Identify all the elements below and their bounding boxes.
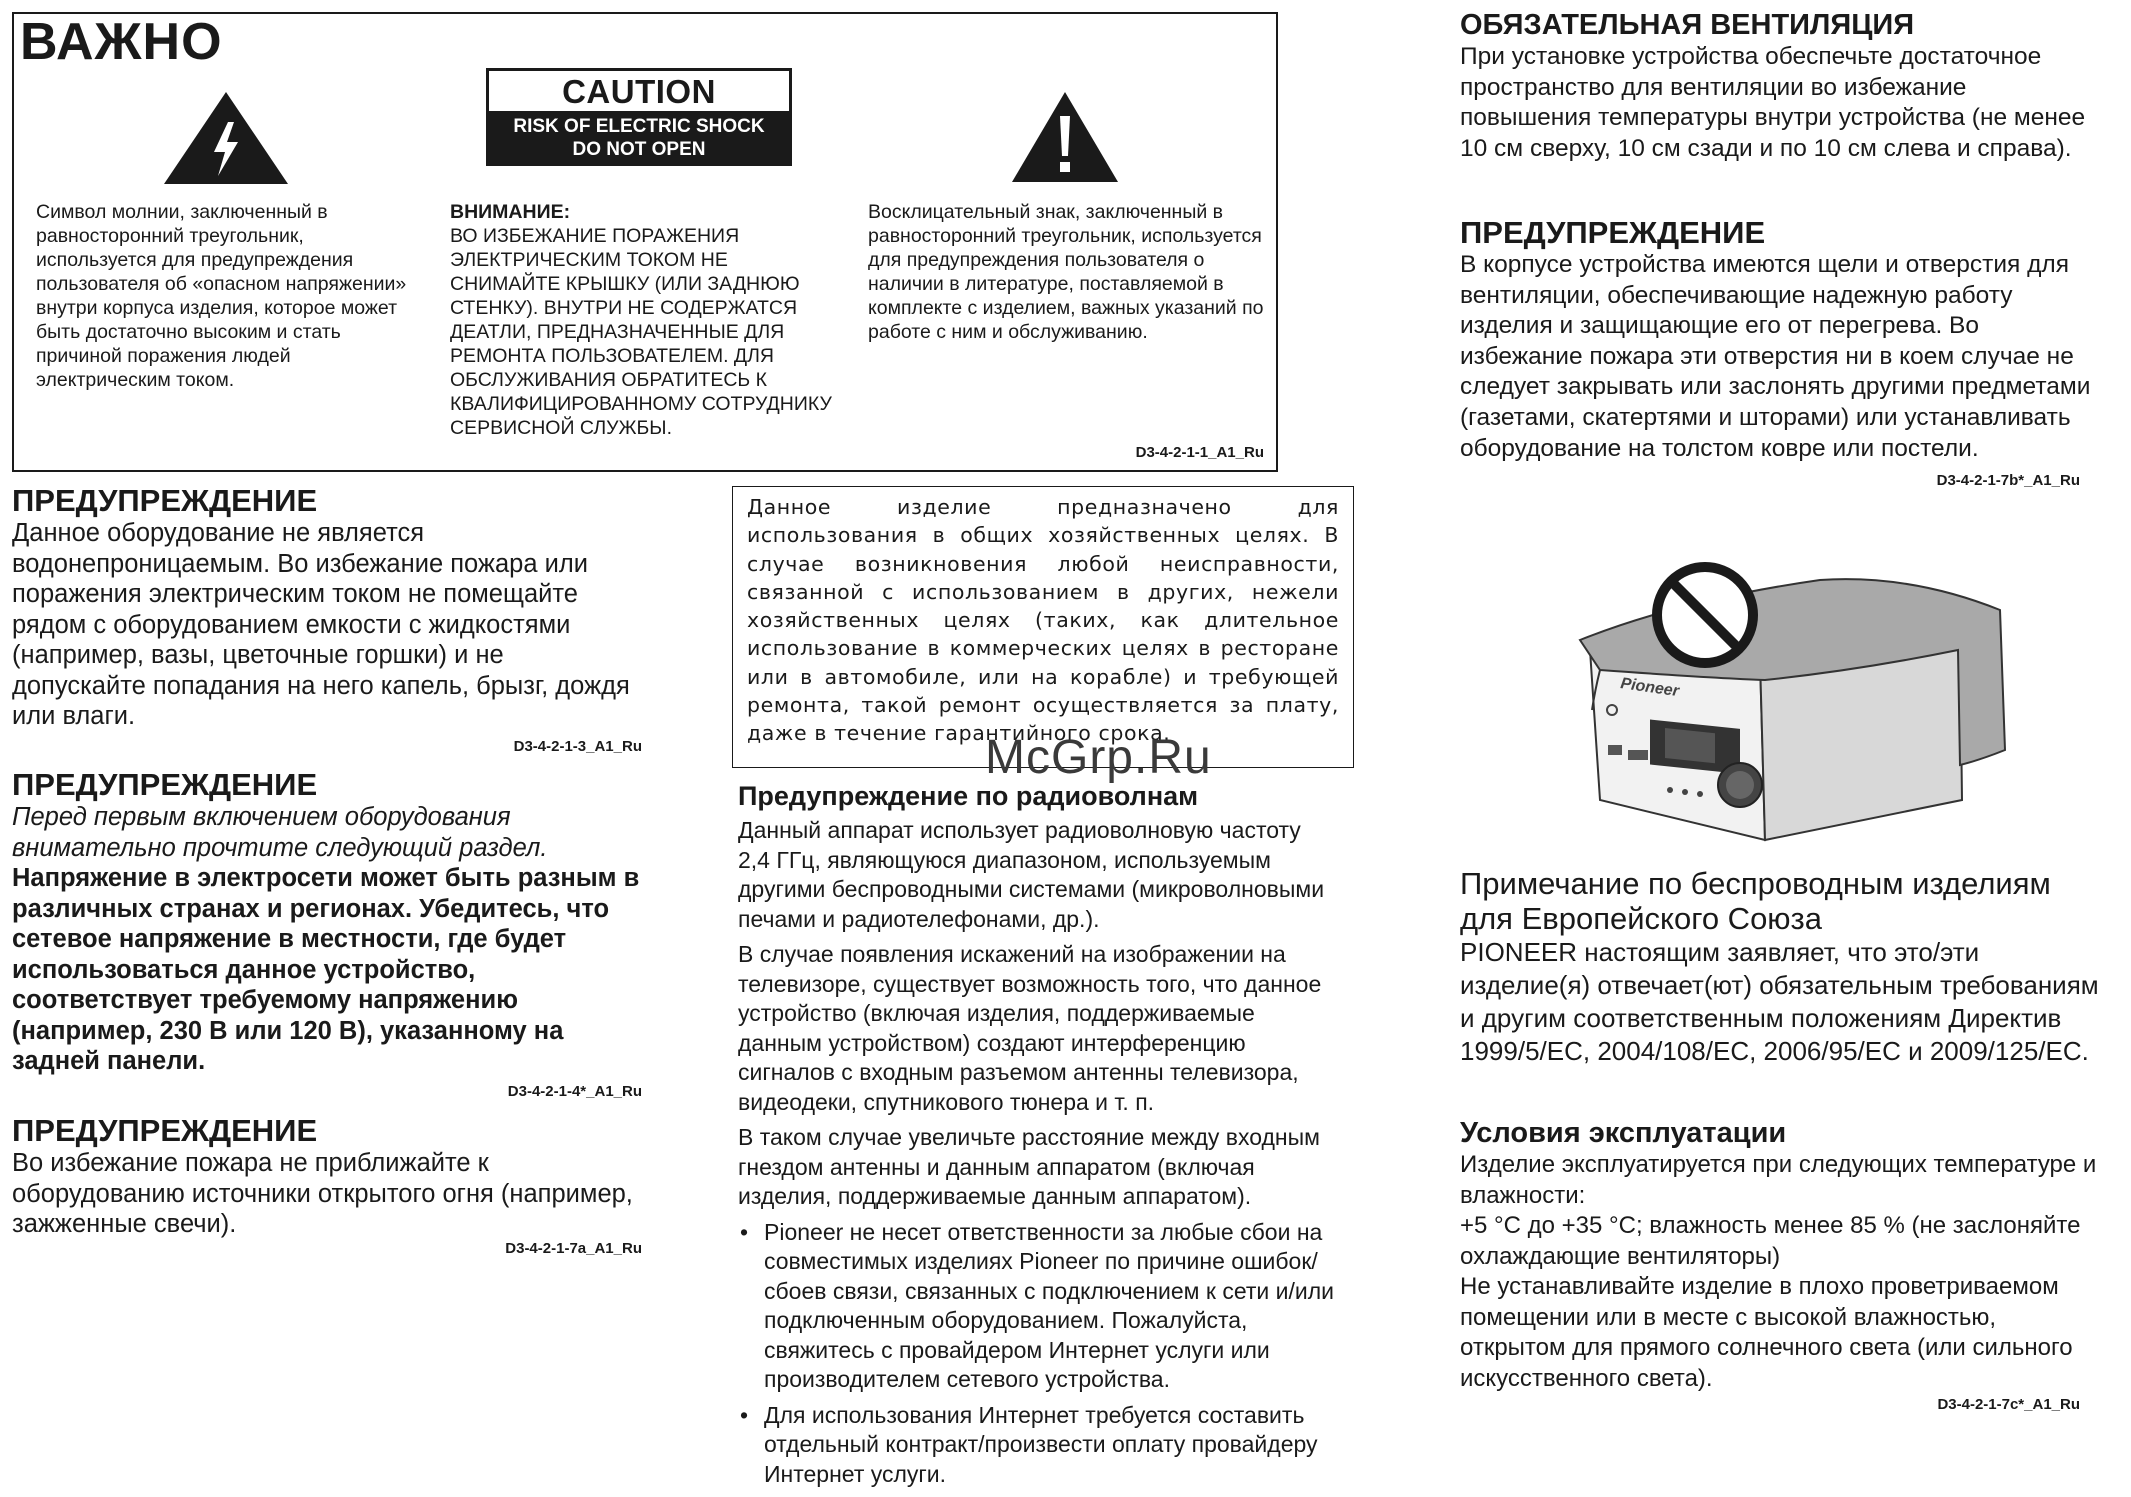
caution-subtitle (489, 111, 789, 166)
household-use-text: Данное изделие предназначено для использования в общих хозяйственных целях. В случае возникновения любой неисправности, связанной с использованием в других, нежели хозяйственных целях (таких, как длительное использование в коммерческих целях в ресторане или в автомобиле, или на корабле) и требующей ремонта, такой ремонт осуществляется за плату, даже в течение гарантийного срока. (747, 495, 1339, 746)
important-code: D3-4-2-1-1_A1_Ru (1135, 444, 1264, 461)
warning-vents (1460, 216, 2100, 489)
eu-wireless-note (1460, 866, 2110, 1068)
caution-title: CAUTION (562, 73, 716, 110)
operating-p2: +5 °C до +35 °C; влажность менее 85 % (не заслоняйте охлаждающие вентиляторы) (1460, 1212, 2081, 1270)
operating-p1: Изделие эксплуатируется при следующих температуре и влажности: (1460, 1151, 2097, 1209)
warning-voltage (12, 768, 642, 1100)
caution-sub-line1: RISK OF ELECTRIC SHOCK (513, 116, 765, 137)
warning-fire (12, 1114, 642, 1257)
caution-sub-line2: DO NOT OPEN (572, 139, 706, 160)
warning-fire-title: ПРЕДУПРЕЖДЕНИЕ (12, 1113, 318, 1148)
warning-water-title: ПРЕДУПРЕЖДЕНИЕ (12, 483, 318, 518)
radio-warning-title: Предупреждение по радиоволнам (738, 781, 1199, 811)
caution-label (486, 68, 792, 166)
radio-warning (738, 780, 1338, 1495)
caution-heading: ВНИМАНИЕ: (450, 201, 571, 223)
radio-bullet-item: • Pioneer не несет ответственности за любые сбои на совместимых изделиях Pioneer по причине ошибок/сбоев связи, связанных с подключением к сети и/или подключенным оборудованием. Пожалуйста, свяжитесь с провайдером Интернет услуги или производителем сетевого устройства. (738, 1218, 1338, 1395)
warning-voltage-code: D3-4-2-1-4*_A1_Ru (507, 1082, 642, 1100)
warning-fire-code: D3-4-2-1-7a_A1_Ru (505, 1239, 642, 1257)
eu-wireless-title: Примечание по беспроводным изделиям для Европейского Союза (1460, 866, 2051, 936)
radio-p3: В таком случае увеличьте расстояние между входным гнездом антенны и данным аппаратом (включая изделия, поддерживаемые данным аппаратом). (738, 1124, 1320, 1209)
warning-voltage-bold: Напряжение в электросети может быть разным в различных странах и регионах. Убедитесь, что сетевое напряжение в местности, где будет использоваться данное устройство, соответствует требуемому напряжению (например, 230 В или 120 В), указанному на задней панели. (12, 864, 640, 1075)
exclamation-symbol-text: Восклицательный знак, заключенный в равносторонний треугольник, используется для предупреждения пользователя о наличии в литературе, поставляемой в комплекте с изделием, важных указаний по работе с ним и обслуживанию. (868, 201, 1264, 343)
radio-bullet-item: • Для использования Интернет требуется составить отдельный контракт/произвести оплату провайдеру Интернет услуги. (738, 1401, 1338, 1490)
caution-text-block (450, 200, 840, 440)
warning-voltage-italic: Перед первым включением оборудования внимательно прочтите следующий раздел. (12, 803, 548, 862)
ventilation-section (1460, 8, 2100, 164)
radio-bullet-list (738, 1218, 1338, 1490)
radio-p2: В случае появления искажений на изображении на телевизоре, существует возможность того, что данное устройство (включая изделия, поддерживаемые данным устройством) создают интерференцию сигналов с входным разъемом антенны телевизора, видеодеки, спутникового тюнера и т. п. (738, 941, 1322, 1115)
warning-vents-text: В корпусе устройства имеются щели и отверстия для вентиляции, обеспечивающие надежную работу изделия и защищающие его от перегрева. Во избежание пожара эти отверстия ни в коем случае не следует закрывать или заслонять другими предметами (газетами, скатертями и шторами) или устанавливать оборудование на толстом ковре или постели. (1460, 251, 2091, 462)
operating-title: Условия эксплуатации (1460, 1117, 1787, 1149)
warning-water-code: D3-4-2-1-3_A1_Ru (513, 737, 642, 755)
covered-device-illustration (1560, 560, 2020, 860)
warning-vents-title: ПРЕДУПРЕЖДЕНИЕ (1460, 215, 1766, 250)
brand-label: Pioneer (1619, 675, 1680, 701)
warning-water (12, 484, 642, 755)
operating-code: D3-4-2-1-7c*_A1_Ru (1937, 1396, 2080, 1413)
operating-conditions (1460, 1116, 2100, 1413)
warning-water-text: Данное оборудование не является водонепроницаемым. Во избежание пожара или поражения электрическим током не помещайте рядом с оборудованием емкости с жидкостями (например, вазы, цветочные горшки) и не допускайте попадания на него капель, брызг, дождя или влаги. (12, 519, 630, 730)
caution-body: ВО ИЗБЕЖАНИЕ ПОРАЖЕНИЯ ЭЛЕКТРИЧЕСКИМ ТОКОМ НЕ СНИМАЙТЕ КРЫШКУ (ИЛИ ЗАДНЮЮ СТЕНКУ). ВНУТРИ НЕ СОДЕРЖАТСЯ ДЕАТЛИ, ПРЕДНАЗНАЧЕННЫЕ ДЛЯ РЕМОНТА ПОЛЬЗОВАТЕЛЕМ. ДЛЯ ОБСЛУЖИВАНИЯ ОБРАТИТЕСЬ К КВАЛИФИЦИРОВАННОМУ СОТРУДНИКУ СЕРВИСНОЙ СЛУЖБЫ. (450, 225, 832, 439)
radio-p1: Данный аппарат использует радиоволновую частоту 2,4 ГГц, являющуюся диапазоном, используемым другими беспроводными системами (микроволновыми печами и радиотелефонами, др.). (738, 817, 1325, 932)
eu-wireless-text: PIONEER настоящим заявляет, что это/эти изделие(я) отвечает(ют) обязательным требованиям и другим соответственным положениям Директив 1999/5/EC, 2004/108/EC, 2006/95/EC и 2009/125/EC. (1460, 937, 2099, 1066)
warning-vents-code: D3-4-2-1-7b*_A1_Ru (1936, 472, 2080, 490)
operating-p3: Не устанавливайте изделие в плохо проветриваемом помещении или в месте с высокой влажностью, открытом для прямого солнечного света (или сильного искусственного света). (1460, 1273, 2073, 1392)
household-use-notice (732, 486, 1354, 768)
watermark: McGrp.Ru (985, 731, 1212, 784)
warning-voltage-title: ПРЕДУПРЕЖДЕНИЕ (12, 767, 318, 802)
important-title: ВАЖНО (20, 13, 223, 71)
ventilation-title: ОБЯЗАТЕЛЬНАЯ ВЕНТИЛЯЦИЯ (1460, 9, 1915, 41)
exclamation-warning-icon (1010, 90, 1120, 184)
warning-fire-text: Во избежание пожара не приближайте к оборудованию источники открытого огня (например, зажженные свечи). (12, 1149, 633, 1238)
lightning-warning-icon (162, 90, 290, 186)
lightning-symbol-text: Символ молнии, заключенный в равносторонний треугольник, используется для предупреждения пользователя об «опасном напряжении» внутри корпуса изделия, которое может быть достаточно высоким и стать причиной поражения людей электрическим током. (36, 201, 407, 391)
ventilation-text: При установке устройства обеспечьте достаточное пространство для вентиляции во избежание повышения температуры внутри устройства (не менее 10 см сверху, 10 см сзади и по 10 см слева и справа). (1460, 43, 2086, 162)
